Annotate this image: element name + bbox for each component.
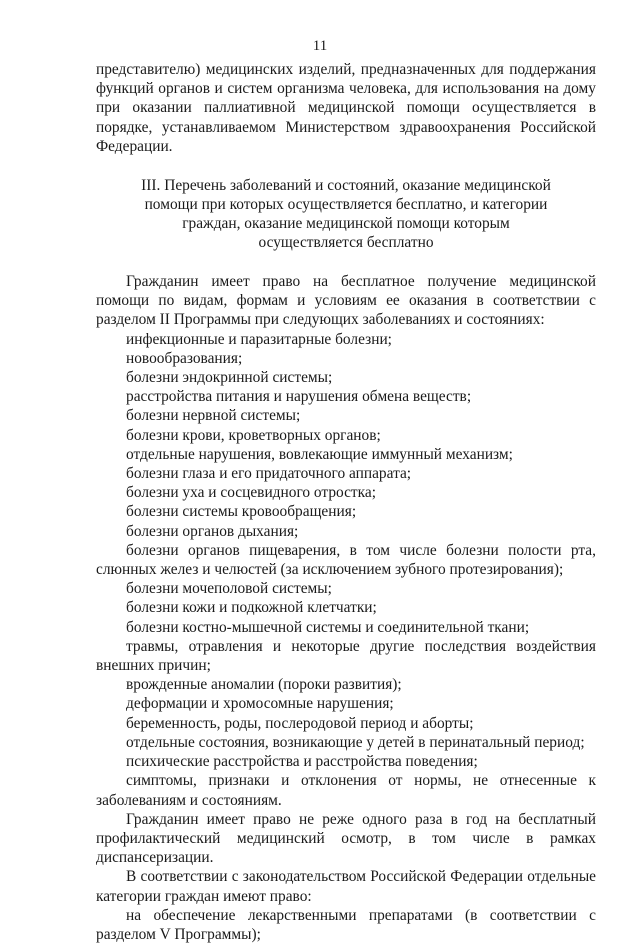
list-item: болезни эндокринной системы; xyxy=(126,369,333,387)
page-content xyxy=(96,60,596,944)
list-item: симптомы, признаки и отклонения от нормы, не отнесенные к заболеваниям и состояниям. xyxy=(96,772,596,809)
page-number: 11 xyxy=(312,38,328,54)
list-item: новообразования; xyxy=(126,349,243,367)
list-item: инфекционные и паразитарные болезни; xyxy=(126,330,392,348)
list-item: беременность, роды, послеродовой период и аборты; xyxy=(126,714,474,732)
list-item: врожденные аномалии (пороки развития); xyxy=(126,676,402,694)
list-item: отдельные состояния, возникающие у детей в перинатальный период; xyxy=(126,733,585,751)
list-item: деформации и хромосомные нарушения; xyxy=(126,695,394,713)
list-item: отдельные нарушения, вовлекающие иммунный механизм; xyxy=(126,445,513,463)
section-heading xyxy=(96,176,596,252)
list-item: болезни органов дыхания; xyxy=(126,522,299,540)
list-item: травмы, отравления и некоторые другие последствия воздействия внешних причин; xyxy=(96,637,596,675)
list-item: болезни нервной системы; xyxy=(126,407,301,425)
rights-paragraph: Гражданин имеет право на бесплатное получение медицинской помощи по видам, формам и условиям ее оказания в соответствии с разделом II Программы при следующих заболеваниях и состояниях: xyxy=(96,273,596,329)
section-heading-line: осуществляется бесплатно xyxy=(258,234,434,252)
list-item: расстройства питания и нарушения обмена веществ; xyxy=(126,388,472,406)
list-item: болезни глаза и его придаточного аппарата; xyxy=(126,465,412,483)
section-heading-line: III. Перечень заболеваний и состояний, оказание медицинской xyxy=(141,177,551,195)
checkup-paragraph: Гражданин имеет право не реже одного раза в год на бесплатный профилактический медицинский осмотр, в том числе в рамках диспансеризации. xyxy=(96,810,596,867)
conditions-list xyxy=(96,330,596,810)
list-item: болезни уха и сосцевидного отростка; xyxy=(126,484,377,502)
list-item: болезни крови, кроветворных органов; xyxy=(126,426,381,444)
section-heading-line: граждан, оказание медицинской помощи которым xyxy=(182,215,510,233)
list-item: психические расстройства и расстройства поведения; xyxy=(126,753,478,771)
list-item: болезни мочеполовой системы; xyxy=(126,580,332,598)
section-heading-line: помощи при которых осуществляется бесплатно, и категории xyxy=(144,196,548,214)
list-item: болезни кожи и подкожной клетчатки; xyxy=(126,599,377,617)
list-item: болезни костно-мышечной системы и соединительной ткани; xyxy=(126,618,530,636)
legislation-paragraph: В соответствии с законодательством Российской Федерации отдельные категории граждан имеют право: xyxy=(96,868,596,905)
rights-list-item: на обеспечение лекарственными препаратами (в соответствии с разделом V Программы); xyxy=(96,906,596,943)
list-item: болезни органов пищеварения, в том числе болезни полости рта, слюнных желез и челюстей (за исключением зубного протезирования); xyxy=(96,541,596,579)
intro-paragraph: представителю) медицинских изделий, предназначенных для поддержания функций органов и систем организма человека, для использования на дому при оказании паллиативной медицинской помощи осуществляется в порядке, устанавливаемом Министерством здравоохранения Российской Федерации. xyxy=(96,61,596,155)
list-item: болезни системы кровообращения; xyxy=(126,503,357,521)
